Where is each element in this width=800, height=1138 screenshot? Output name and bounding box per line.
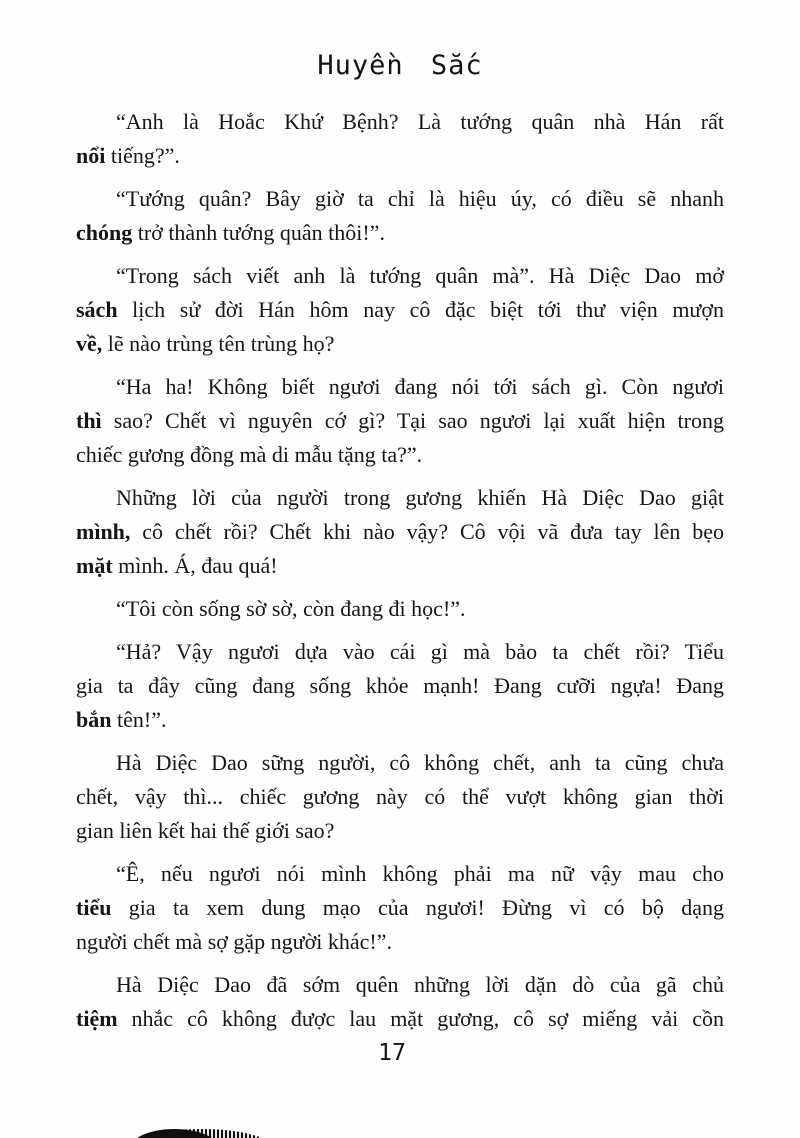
line-text: mình. Á, đau quá! [112,553,278,578]
partial-illustration [129,1129,275,1138]
paragraph [76,481,724,583]
line-text: gia ta xem dung mạo của ngươi! Đừng vì có bộ dạng [111,895,724,920]
text-line [76,703,724,737]
text-line [76,669,724,703]
text-line [76,293,724,327]
text-line [76,216,724,250]
line-text: Hà Diệc Dao đã sớm quên những lời dặn dò của gã chủ [116,972,724,997]
text-line [76,370,724,404]
line-lead-bold: mặt [76,553,113,578]
text-line [76,780,724,814]
line-text: sao? Chết vì nguyên cớ gì? Tại sao ngươi lại xuất hiện trong [101,408,724,433]
text-line [76,481,724,515]
paragraph [76,370,724,472]
page-number: 17 [378,1040,406,1066]
line-text: “Tướng quân? Bây giờ ta chỉ là hiệu úy, có điều sẽ nhanh [116,186,724,211]
text-line [76,139,724,173]
paragraph [76,259,724,361]
line-text: lẽ nào trùng tên trùng họ? [102,331,335,356]
paragraph [76,857,724,959]
line-lead-bold: tiệm [76,1006,118,1031]
line-lead-bold: bắn [76,707,112,732]
line-text: lịch sử đời Hán hôm nay cô đặc biệt tới thư viện mượn [117,297,724,322]
text-line [76,891,724,925]
text-line [76,105,724,139]
text-line [76,182,724,216]
line-lead-bold: nổi [76,143,106,168]
line-text: gia ta đây cũng đang sống khỏe mạnh! Đang cưỡi ngựa! Đang [76,673,724,698]
paragraph [76,182,724,250]
line-text: tiếng?”. [105,143,180,168]
line-lead-bold: mình, [76,519,131,544]
line-text: “Ha ha! Không biết ngươi đang nói tới sách gì. Còn ngươi [116,374,724,399]
line-text: trở thành tướng quân thôi!”. [132,220,385,245]
text-line [76,968,724,1002]
line-text: nhắc cô không được lau mặt gương, cô sợ miếng vải cồn [117,1006,724,1031]
line-text: “Trong sách viết anh là tướng quân mà”. Hà Diệc Dao mở [116,263,724,288]
text-line [76,746,724,780]
line-lead-bold: tiểu [76,895,112,920]
line-lead-bold: về, [76,331,103,356]
line-lead-bold: chóng [76,220,133,245]
text-line [76,515,724,549]
body-text [76,105,724,1036]
line-text: Những lời của người trong gương khiến Hà Diệc Dao giật [116,485,724,510]
line-text: “Anh là Hoắc Khứ Bệnh? Là tướng quân nhà Hán rất [116,109,724,134]
line-text: tên!”. [111,707,167,732]
line-text: chết, vậy thì... chiếc gương này có thể vượt không gian thời [76,784,724,809]
paragraph [76,592,724,626]
paragraph [76,105,724,173]
line-text: “Hả? Vậy ngươi dựa vào cái gì mà bảo ta chết rồi? Tiểu [116,639,724,664]
text-line [76,327,724,361]
line-text: “Tôi còn sống sờ sờ, còn đang đi học!”. [116,596,466,621]
line-text: người chết mà sợ gặp người khác!”. [76,929,392,954]
text-line [76,438,724,472]
text-line [76,857,724,891]
text-line [76,814,724,848]
line-text: gian liên kết hai thế giới sao? [76,818,335,843]
line-text: Hà Diệc Dao sững người, cô không chết, anh ta cũng chưa [116,750,724,775]
line-text: “Ê, nếu ngươi nói mình không phải ma nữ vậy mau cho [116,861,724,886]
text-line [76,635,724,669]
line-text: cô chết rồi? Chết khi nào vậy? Cô vội vã đưa tay lên bẹo [130,519,724,544]
line-lead-bold: sách [76,297,118,322]
paragraph [76,635,724,737]
text-line [76,925,724,959]
text-line [76,259,724,293]
line-lead-bold: thì [76,408,102,433]
paragraph [76,746,724,848]
text-line [76,404,724,438]
page-title: Huyền Sắc [317,50,483,81]
text-line [76,1002,724,1036]
text-line [76,592,724,626]
text-line [76,549,724,583]
paragraph [76,968,724,1036]
line-text: chiếc gương đồng mà di mẫu tặng ta?”. [76,442,423,467]
